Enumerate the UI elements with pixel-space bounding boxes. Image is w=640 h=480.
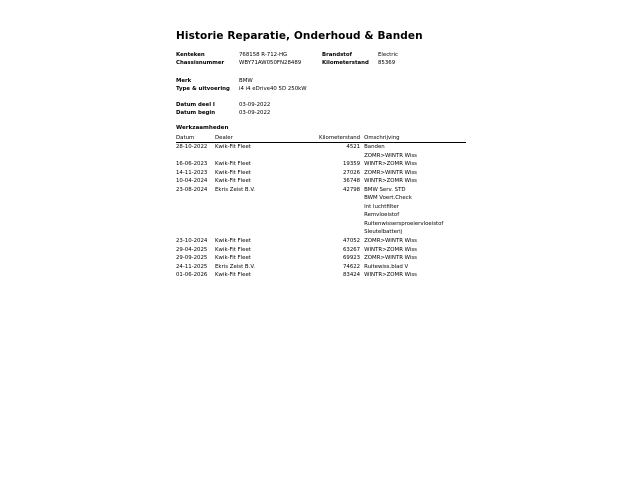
brandstof-value: Electric bbox=[378, 52, 398, 58]
brandstof-label: Brandstof bbox=[322, 52, 352, 58]
cell-datum: 23-10-2024 bbox=[176, 238, 208, 245]
cell-omschrijving: Int luchtfilter bbox=[364, 203, 399, 210]
cell-omschrijving: WINTR>ZOMR Wiss bbox=[364, 178, 417, 185]
cell-dealer bbox=[215, 152, 319, 161]
cell-dealer: Kwik-Fit Fleet bbox=[215, 272, 251, 279]
cell-datum bbox=[176, 220, 215, 229]
cell-datum: 23-08-2024 bbox=[176, 186, 208, 193]
cell-kilometerstand: 47052 bbox=[342, 238, 361, 245]
kilometerstand-value: 85369 bbox=[378, 60, 396, 66]
datum-begin-label: Datum begin bbox=[176, 110, 216, 116]
table-row bbox=[176, 220, 466, 229]
cell-kilometerstand bbox=[319, 211, 364, 220]
merk-label: Merk bbox=[176, 78, 192, 84]
cell-datum: 28-10-2022 bbox=[176, 144, 208, 150]
header-dealer: Dealer bbox=[215, 135, 319, 143]
werkzaamheden-table bbox=[176, 135, 466, 280]
cell-kilometerstand: 74622 bbox=[342, 263, 361, 270]
cell-dealer: Kwik-Fit Fleet bbox=[215, 246, 251, 253]
cell-datum: 10-04-2024 bbox=[176, 178, 208, 185]
cell-omschrijving: WINTR>ZOMR Wiss bbox=[364, 246, 417, 253]
cell-omschrijving: ZOMR>WINTR Wiss bbox=[364, 152, 417, 159]
cell-kilometerstand: 63267 bbox=[342, 246, 361, 253]
cell-datum: 14-11-2023 bbox=[176, 169, 208, 176]
cell-kilometerstand: 19359 bbox=[342, 161, 361, 168]
cell-datum: 24-11-2025 bbox=[176, 263, 208, 270]
table-header-row bbox=[176, 135, 466, 143]
header-omschrijving: Omschrijving bbox=[364, 135, 466, 143]
cell-kilometerstand: 42798 bbox=[342, 186, 361, 193]
cell-datum: 29-04-2025 bbox=[176, 246, 208, 253]
cell-omschrijving: WINTR>ZOMR Wiss bbox=[364, 272, 417, 279]
cell-omschrijving: Sleutelbatterij bbox=[364, 229, 403, 236]
table-row bbox=[176, 152, 466, 161]
datum-deel-value: 03-09-2022 bbox=[239, 102, 271, 108]
cell-omschrijving: ZOMR>WINTR Wiss bbox=[364, 238, 417, 245]
table-row bbox=[176, 203, 466, 212]
cell-omschrijving: Ruitewiss.blad V bbox=[364, 263, 409, 270]
cell-dealer: Ekris Zeist B.V. bbox=[215, 263, 256, 270]
chassis-value: WBY71AW050FN28489 bbox=[239, 60, 302, 66]
cell-omschrijving: Remvloeistof bbox=[364, 212, 400, 219]
cell-kilometerstand: 4521 bbox=[346, 144, 361, 150]
cell-omschrijving: WINTR>ZOMR Wiss bbox=[364, 161, 417, 168]
table-row bbox=[176, 177, 466, 186]
table-row bbox=[176, 228, 466, 237]
table-row bbox=[176, 237, 466, 246]
cell-datum: 29-09-2025 bbox=[176, 255, 208, 262]
werkzaamheden-title: Werkzaamheden bbox=[176, 125, 229, 131]
kenteken-label: Kenteken bbox=[176, 52, 205, 58]
cell-omschrijving: BWM Voert.Check bbox=[364, 195, 412, 202]
cell-dealer bbox=[215, 194, 319, 203]
cell-dealer: Kwik-Fit Fleet bbox=[215, 161, 251, 168]
cell-kilometerstand bbox=[319, 203, 364, 212]
cell-datum: 16-06-2023 bbox=[176, 161, 208, 168]
cell-kilometerstand bbox=[319, 220, 364, 229]
cell-omschrijving: BMW Serv. STD bbox=[364, 186, 406, 193]
table-row bbox=[176, 143, 466, 152]
kilometerstand-label: Kilometerstand bbox=[322, 60, 369, 66]
cell-dealer bbox=[215, 203, 319, 212]
type-value: i4 i4 eDrive40 5D 250kW bbox=[239, 86, 307, 92]
cell-kilometerstand bbox=[319, 152, 364, 161]
cell-datum bbox=[176, 228, 215, 237]
header-datum: Datum bbox=[176, 135, 215, 143]
cell-datum bbox=[176, 152, 215, 161]
datum-deel-label: Datum deel I bbox=[176, 102, 215, 108]
cell-datum: 01-06-2026 bbox=[176, 272, 208, 279]
cell-kilometerstand: 27026 bbox=[342, 169, 361, 176]
table-row bbox=[176, 169, 466, 178]
cell-kilometerstand: 36748 bbox=[342, 178, 361, 185]
cell-dealer: Kwik-Fit Fleet bbox=[215, 144, 251, 150]
table-row bbox=[176, 160, 466, 169]
type-label: Type & uitvoering bbox=[176, 86, 230, 92]
table-row bbox=[176, 271, 466, 280]
datum-begin-value: 03-09-2022 bbox=[239, 110, 271, 116]
cell-dealer: Kwik-Fit Fleet bbox=[215, 255, 251, 262]
cell-omschrijving: Ruitenwissersproeiervloeistof bbox=[364, 220, 444, 227]
cell-dealer: Kwik-Fit Fleet bbox=[215, 169, 251, 176]
page-title: Historie Reparatie, Onderhoud & Banden bbox=[176, 30, 423, 42]
chassis-label: Chassisnummer bbox=[176, 60, 225, 66]
table-row bbox=[176, 246, 466, 255]
table-body bbox=[176, 143, 466, 280]
table-row bbox=[176, 254, 466, 263]
table-row bbox=[176, 194, 466, 203]
cell-kilometerstand bbox=[319, 228, 364, 237]
kenteken-value: 768158 R-712-HG bbox=[239, 52, 288, 58]
cell-omschrijving: Banden bbox=[364, 144, 385, 150]
header-kilometerstand: Kilometerstand bbox=[319, 135, 364, 143]
cell-dealer: Ekris Zeist B.V. bbox=[215, 186, 256, 193]
table-row bbox=[176, 211, 466, 220]
cell-dealer bbox=[215, 228, 319, 237]
cell-dealer bbox=[215, 211, 319, 220]
cell-datum bbox=[176, 203, 215, 212]
table-row bbox=[176, 263, 466, 272]
cell-dealer bbox=[215, 220, 319, 229]
merk-value: BMW bbox=[239, 78, 253, 84]
cell-omschrijving: ZOMR>WINTR Wiss bbox=[364, 169, 417, 176]
cell-omschrijving: ZOMR>WINTR Wiss bbox=[364, 255, 417, 262]
cell-dealer: Kwik-Fit Fleet bbox=[215, 178, 251, 185]
cell-kilometerstand: 69923 bbox=[342, 255, 361, 262]
cell-dealer: Kwik-Fit Fleet bbox=[215, 238, 251, 245]
cell-kilometerstand bbox=[319, 194, 364, 203]
cell-datum bbox=[176, 194, 215, 203]
cell-kilometerstand: 83424 bbox=[342, 272, 361, 279]
cell-datum bbox=[176, 211, 215, 220]
table-row bbox=[176, 186, 466, 195]
